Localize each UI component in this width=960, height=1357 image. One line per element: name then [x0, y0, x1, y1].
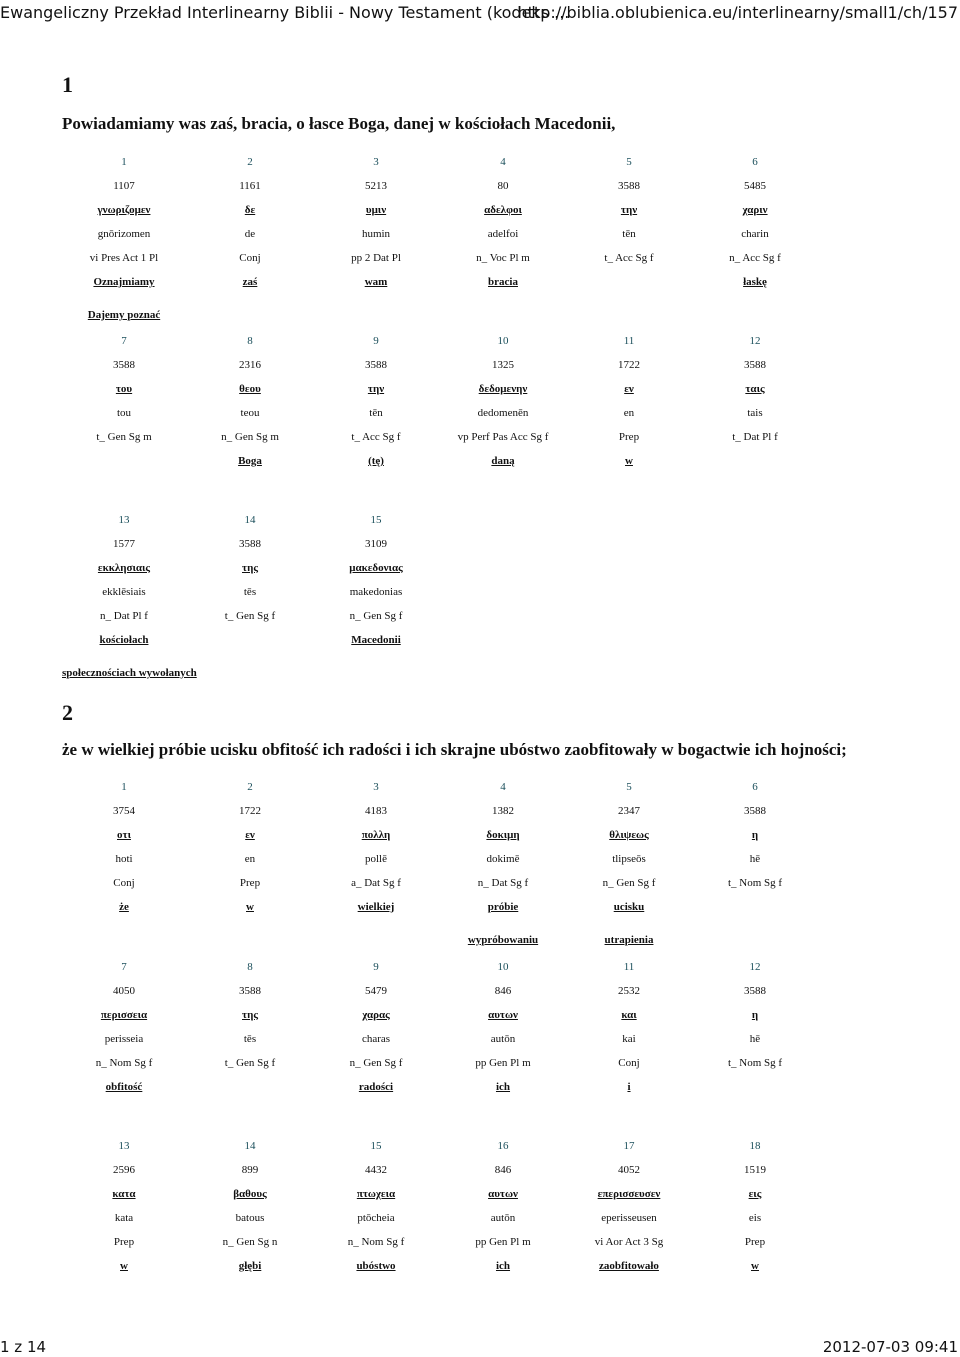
alt-translation[interactable]: wypróbowaniu — [467, 934, 539, 946]
word-number: 2 — [247, 781, 253, 793]
greek-word[interactable]: αυτων — [488, 1009, 518, 1021]
transliteration: hē — [749, 1033, 761, 1045]
transliteration: makedonias — [349, 586, 403, 598]
polish-translation[interactable]: łaskę — [743, 276, 767, 288]
word-number: 4 — [500, 781, 506, 793]
greek-word-row — [0, 203, 960, 219]
word-number: 7 — [121, 961, 127, 973]
alt-translation[interactable]: społecznościach wywołanych — [62, 667, 197, 679]
greek-word[interactable]: του — [115, 383, 133, 395]
word-number: 14 — [244, 1140, 256, 1152]
transliteration: charas — [361, 1033, 391, 1045]
transliteration: humin — [361, 228, 391, 240]
transliteration: tou — [116, 407, 132, 419]
morphology: t_ Acc Sg f — [351, 431, 401, 443]
word-number-row — [0, 960, 960, 976]
strong-number: 4050 — [113, 985, 135, 997]
greek-word[interactable]: εις — [748, 1188, 762, 1200]
polish-translation[interactable]: wielkiej — [357, 901, 395, 913]
greek-word-row — [0, 1187, 960, 1203]
transliteration-row — [0, 406, 960, 422]
verse-number: 2 — [62, 700, 73, 725]
greek-word[interactable]: εν — [245, 829, 255, 841]
strong-number: 846 — [494, 1164, 512, 1176]
morphology-row — [0, 1235, 960, 1251]
transliteration: dokimē — [486, 853, 520, 865]
polish-translation[interactable]: daną — [491, 455, 515, 467]
greek-word[interactable]: η — [751, 1009, 759, 1021]
morphology: n_ Nom Sg f — [95, 1057, 153, 1069]
word-number: 3 — [373, 781, 379, 793]
word-number: 12 — [749, 961, 761, 973]
transliteration: adelfoi — [487, 228, 519, 240]
strong-number: 1161 — [239, 180, 261, 192]
word-number-row — [0, 334, 960, 350]
word-number-row — [0, 155, 960, 171]
greek-word[interactable]: δοκιμη — [486, 829, 520, 841]
morphology: t_ Nom Sg f — [727, 1057, 783, 1069]
greek-word[interactable]: χαρας — [362, 1009, 390, 1021]
morphology: n_ Gen Sg n — [222, 1236, 278, 1248]
polish-translation[interactable]: wam — [364, 276, 388, 288]
polish-translation[interactable]: i — [627, 1081, 631, 1093]
greek-word[interactable]: της — [242, 1009, 258, 1021]
strong-number: 3754 — [113, 805, 135, 817]
alt-translation-row — [0, 308, 960, 324]
word-number: 7 — [121, 335, 127, 347]
polish-translation[interactable]: Oznajmiamy — [93, 276, 155, 288]
transliteration: tēs — [243, 1033, 257, 1045]
transliteration: eis — [748, 1212, 762, 1224]
morphology-row — [0, 430, 960, 446]
morphology: pp Gen Pl m — [475, 1057, 531, 1069]
morphology: vi Pres Act 1 Pl — [89, 252, 159, 264]
polish-translation[interactable]: w — [246, 901, 254, 913]
transliteration: de — [244, 228, 256, 240]
word-number: 5 — [626, 781, 632, 793]
word-number-row — [0, 780, 960, 796]
strong-number: 1722 — [618, 359, 640, 371]
morphology: Conj — [239, 252, 261, 264]
greek-word[interactable]: η — [751, 829, 759, 841]
transliteration: dedomenēn — [477, 407, 529, 419]
greek-word[interactable]: γνωριζομεν — [97, 204, 151, 216]
morphology: n_ Dat Sg f — [477, 877, 529, 889]
polish-translation[interactable]: w — [625, 455, 633, 467]
word-number: 9 — [373, 961, 379, 973]
polish-translation[interactable]: obfitość — [105, 1081, 143, 1093]
morphology: Prep — [618, 431, 640, 443]
alt-translation-row — [0, 933, 960, 949]
transliteration: kata — [114, 1212, 134, 1224]
polish-translation-row — [0, 454, 960, 470]
strong-number: 2532 — [618, 985, 640, 997]
greek-word[interactable]: εν — [624, 383, 634, 395]
morphology-row — [0, 876, 960, 892]
strong-number: 80 — [497, 180, 509, 192]
strong-number: 899 — [241, 1164, 259, 1176]
morphology: n_ Gen Sg m — [221, 431, 279, 443]
greek-word[interactable]: την — [620, 204, 638, 216]
morphology: Prep — [744, 1236, 766, 1248]
morphology: n_ Voc Pl m — [476, 252, 530, 264]
strong-number: 3588 — [744, 985, 766, 997]
greek-word[interactable]: βαθους — [233, 1188, 267, 1200]
strong-number: 4052 — [618, 1164, 640, 1176]
word-number: 5 — [626, 156, 632, 168]
transliteration: hoti — [115, 853, 133, 865]
word-number: 9 — [373, 335, 379, 347]
morphology: t_ Acc Sg f — [604, 252, 654, 264]
greek-word[interactable]: πολλη — [361, 829, 391, 841]
greek-word[interactable]: δεδομενην — [478, 383, 528, 395]
strong-number: 5479 — [365, 985, 387, 997]
transliteration: charin — [741, 228, 769, 240]
transliteration-row — [0, 585, 960, 601]
strong-number-row — [0, 537, 960, 553]
strong-number: 1107 — [113, 180, 135, 192]
morphology: t_ Gen Sg f — [224, 1057, 276, 1069]
greek-word[interactable]: της — [242, 562, 258, 574]
word-number: 1 — [121, 156, 127, 168]
morphology: n_ Gen Sg f — [349, 610, 403, 622]
strong-number: 846 — [494, 985, 512, 997]
greek-word[interactable]: θλιψεως — [609, 829, 649, 841]
morphology: n_ Gen Sg f — [349, 1057, 403, 1069]
page-url[interactable]: http://biblia.oblubienica.eu/interlinearny/small1/ch/157 — [517, 3, 958, 22]
word-number: 8 — [247, 335, 253, 347]
strong-number-row — [0, 984, 960, 1000]
strong-number-row — [0, 804, 960, 820]
transliteration: tlipseōs — [612, 853, 646, 865]
transliteration: ptōcheia — [357, 1212, 395, 1224]
word-number: 2 — [247, 156, 253, 168]
morphology: Prep — [113, 1236, 135, 1248]
greek-word-row — [0, 828, 960, 844]
strong-number: 5485 — [744, 180, 766, 192]
print-datetime: 2012-07-03 09:41 — [822, 1338, 958, 1356]
morphology: a_ Dat Sg f — [351, 877, 401, 889]
polish-translation[interactable]: w — [120, 1260, 128, 1272]
transliteration: perisseia — [104, 1033, 144, 1045]
strong-number: 1519 — [744, 1164, 766, 1176]
morphology: vp Perf Pas Acc Sg f — [457, 431, 549, 443]
word-number: 15 — [370, 514, 382, 526]
polish-translation[interactable]: kościołach — [99, 634, 149, 646]
transliteration: gnōrizomen — [97, 228, 151, 240]
greek-word[interactable]: οτι — [117, 829, 131, 841]
polish-translation[interactable]: że — [119, 901, 129, 913]
greek-word-row — [0, 382, 960, 398]
greek-word[interactable]: περισσεια — [100, 1009, 148, 1021]
morphology-row — [0, 251, 960, 267]
greek-word[interactable]: χαριν — [742, 204, 768, 216]
morphology: pp Gen Pl m — [475, 1236, 531, 1248]
morphology: vi Aor Act 3 Sg — [594, 1236, 664, 1248]
strong-number: 3588 — [365, 359, 387, 371]
strong-number: 3588 — [618, 180, 640, 192]
strong-number: 1577 — [113, 538, 135, 550]
polish-translation-row — [0, 900, 960, 916]
polish-translation[interactable]: ucisku — [613, 901, 645, 913]
word-number: 17 — [623, 1140, 635, 1152]
browser-print-footer — [0, 1338, 960, 1357]
transliteration: tēn — [622, 228, 636, 240]
greek-word[interactable]: επερισσευσεν — [597, 1188, 661, 1200]
word-number: 10 — [497, 335, 509, 347]
greek-word[interactable]: μακεδονιας — [349, 562, 403, 574]
transliteration: en — [623, 407, 635, 419]
morphology-row — [0, 609, 960, 625]
morphology: t_ Gen Sg f — [224, 610, 276, 622]
transliteration: hē — [749, 853, 761, 865]
strong-number: 5213 — [365, 180, 387, 192]
transliteration: autōn — [490, 1212, 516, 1224]
morphology: n_ Acc Sg f — [729, 252, 781, 264]
strong-number: 3588 — [113, 359, 135, 371]
polish-translation[interactable]: ubóstwo — [356, 1260, 396, 1272]
word-number: 15 — [370, 1140, 382, 1152]
morphology: t_ Nom Sg f — [727, 877, 783, 889]
strong-number: 1722 — [239, 805, 261, 817]
polish-translation[interactable]: bracia — [488, 276, 518, 288]
transliteration: teou — [240, 407, 260, 419]
strong-number: 1382 — [492, 805, 514, 817]
word-number: 13 — [118, 1140, 130, 1152]
greek-word[interactable]: και — [621, 1009, 637, 1021]
greek-word[interactable]: πτωχεια — [356, 1188, 396, 1200]
word-number: 10 — [497, 961, 509, 973]
greek-word[interactable]: δε — [244, 204, 256, 216]
strong-number-row — [0, 1163, 960, 1179]
polish-translation[interactable]: zaobfitowało — [599, 1260, 659, 1272]
verse-text: że w wielkiej próbie ucisku obfitość ich radości i ich skrajne ubóstwo zaobfitowały w bogactwie ich hojności; — [62, 740, 847, 759]
strong-number: 2596 — [113, 1164, 135, 1176]
strong-number: 2347 — [618, 805, 640, 817]
polish-translation-row — [0, 275, 960, 291]
browser-print-header — [0, 0, 960, 28]
morphology: n_ Gen Sg f — [602, 877, 656, 889]
transliteration-row — [0, 1032, 960, 1048]
word-number: 4 — [500, 156, 506, 168]
transliteration: eperisseusen — [601, 1212, 657, 1224]
alt-translation[interactable]: Dajemy poznać — [87, 309, 161, 321]
polish-translation[interactable]: w — [751, 1260, 759, 1272]
transliteration-row — [0, 1211, 960, 1227]
alt-translation[interactable]: utrapienia — [604, 934, 654, 946]
greek-word[interactable]: κατα — [112, 1188, 136, 1200]
polish-translation[interactable]: głębi — [238, 1260, 262, 1272]
transliteration: tēs — [243, 586, 257, 598]
greek-word[interactable]: θεου — [239, 383, 261, 395]
word-number-row — [0, 1139, 960, 1155]
word-number: 8 — [247, 961, 253, 973]
verse-number: 1 — [62, 72, 73, 97]
strong-number: 3588 — [239, 538, 261, 550]
strong-number-row — [0, 358, 960, 374]
polish-translation[interactable]: próbie — [487, 901, 519, 913]
word-number: 6 — [752, 781, 758, 793]
strong-number-row — [0, 179, 960, 195]
polish-translation[interactable]: radości — [358, 1081, 394, 1093]
polish-translation[interactable]: zaś — [242, 276, 258, 288]
polish-translation[interactable]: Boga — [238, 455, 262, 467]
polish-translation[interactable]: ich — [495, 1260, 511, 1272]
morphology: Conj — [113, 877, 135, 889]
polish-translation-row — [0, 1259, 960, 1275]
word-number: 16 — [497, 1140, 509, 1152]
verse-text: Powiadamiamy was zaś, bracia, o łasce Boga, danej w kościołach Macedonii, — [62, 114, 616, 133]
strong-number: 3588 — [744, 805, 766, 817]
morphology: t_ Gen Sg m — [96, 431, 152, 443]
transliteration: kai — [622, 1033, 636, 1045]
greek-word[interactable]: εκκλησιαις — [97, 562, 151, 574]
morphology-row — [0, 1056, 960, 1072]
greek-word[interactable]: την — [367, 383, 385, 395]
word-number: 18 — [749, 1140, 761, 1152]
morphology: pp 2 Dat Pl — [351, 252, 401, 264]
polish-translation-row — [0, 1080, 960, 1096]
greek-word[interactable]: ταις — [745, 383, 765, 395]
morphology: n_ Nom Sg f — [347, 1236, 405, 1248]
word-number: 13 — [118, 514, 130, 526]
strong-number: 1325 — [492, 359, 514, 371]
word-number: 11 — [623, 961, 635, 973]
word-number: 12 — [749, 335, 761, 347]
transliteration: pollē — [365, 853, 387, 865]
word-number: 6 — [752, 156, 758, 168]
greek-word[interactable]: αυτων — [488, 1188, 518, 1200]
strong-number: 3588 — [239, 985, 261, 997]
transliteration: tais — [747, 407, 763, 419]
page-title: Ewangeliczny Przekład Interlinearny Biblii - Nowy Testament (kodeks ... — [0, 3, 570, 22]
word-number: 11 — [623, 335, 635, 347]
polish-translation[interactable]: ich — [495, 1081, 511, 1093]
polish-translation[interactable]: Macedonii — [351, 634, 401, 646]
strong-number: 3109 — [365, 538, 387, 550]
strong-number: 3588 — [744, 359, 766, 371]
transliteration-row — [0, 227, 960, 243]
morphology: Prep — [239, 877, 261, 889]
transliteration: autōn — [490, 1033, 516, 1045]
polish-translation-row — [0, 633, 960, 649]
greek-word[interactable]: υμιν — [365, 204, 387, 216]
word-number: 1 — [121, 781, 127, 793]
strong-number: 4432 — [365, 1164, 387, 1176]
transliteration: tēn — [369, 407, 383, 419]
transliteration: ekklēsiais — [102, 586, 146, 598]
transliteration-row — [0, 852, 960, 868]
polish-translation[interactable]: (tę) — [368, 455, 384, 467]
strong-number: 4183 — [365, 805, 387, 817]
transliteration: en — [244, 853, 256, 865]
word-number-row — [0, 513, 960, 529]
greek-word-row — [0, 561, 960, 577]
morphology: n_ Dat Pl f — [100, 610, 148, 622]
word-number: 3 — [373, 156, 379, 168]
strong-number: 2316 — [239, 359, 261, 371]
morphology: t_ Dat Pl f — [732, 431, 778, 443]
greek-word[interactable]: αδελφοι — [484, 204, 522, 216]
greek-word-row — [0, 1008, 960, 1024]
page-counter: 1 z 14 — [0, 1338, 47, 1356]
morphology: Conj — [618, 1057, 640, 1069]
word-number: 14 — [244, 514, 256, 526]
transliteration: batous — [235, 1212, 265, 1224]
